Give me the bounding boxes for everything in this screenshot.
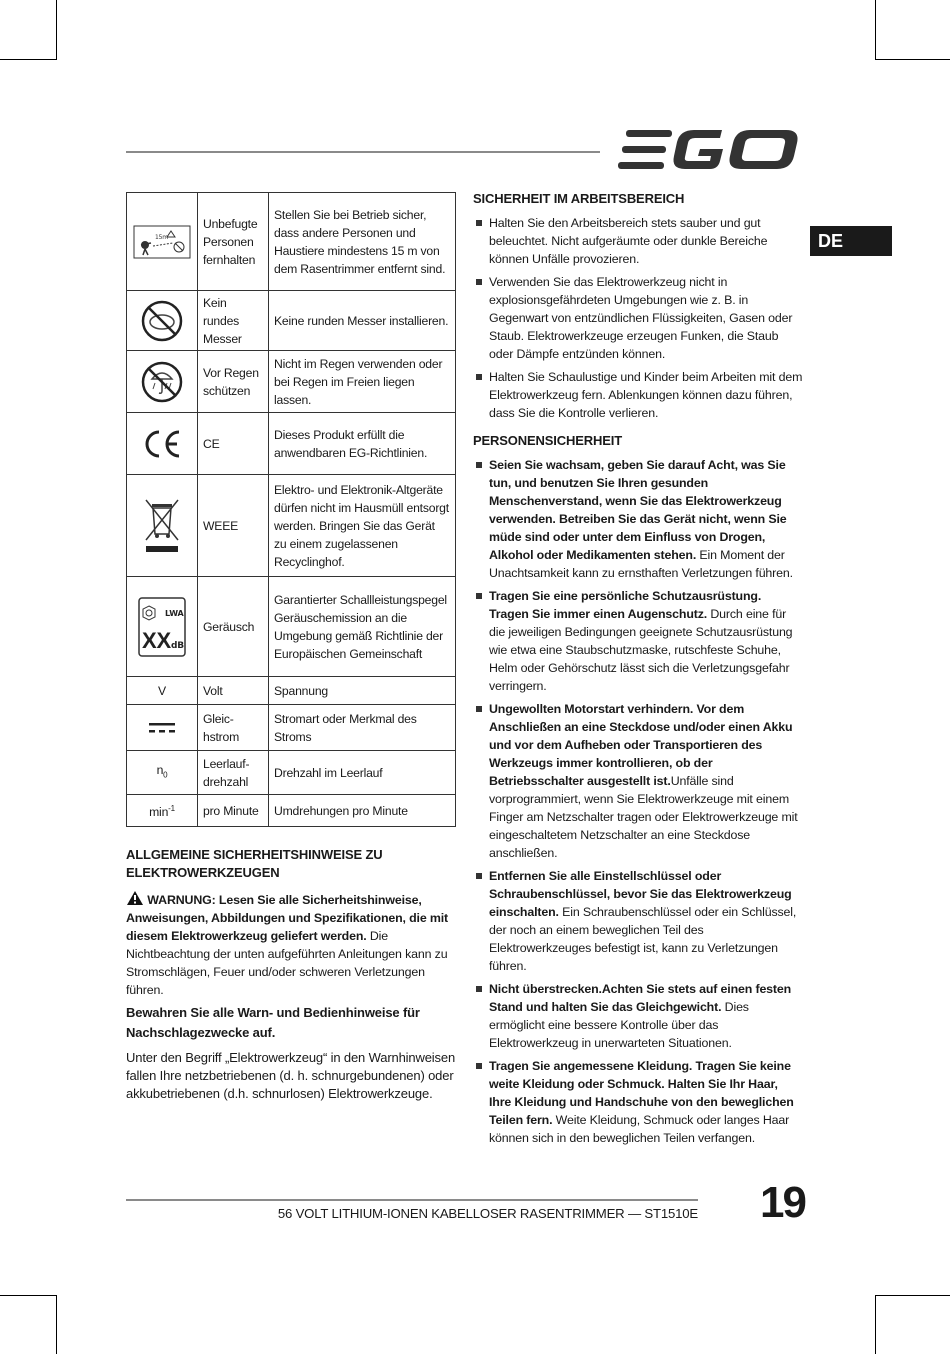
symbol-cell xyxy=(127,291,198,351)
symbol-description: Garantierter Schallleistungspegel Geräuschemission an die Umgebung gemäß Richtlinie der Europäischen Gemeinschaft xyxy=(269,577,456,677)
table-row xyxy=(127,193,456,291)
list-item xyxy=(473,587,803,695)
symbol-name: pro Minute xyxy=(198,795,269,827)
symbol-table xyxy=(126,192,456,827)
per-minute-exponent: -1 xyxy=(168,803,175,813)
list-item-text: Ein Moment der Unachtsamkeit kann zu ernsthaften Verletzungen führen. xyxy=(489,548,793,580)
crop-mark xyxy=(0,1295,57,1296)
table-row xyxy=(127,751,456,795)
general-safety-section xyxy=(126,846,456,1107)
idle-speed-symbol xyxy=(127,751,198,795)
list-item-bold: Ungewollten Motorstart verhindern. Vor dem Anschließen an eine Steckdose und/oder einen Akku und vor dem Aufheben oder Transportieren des Werkzeugs immer kontrollieren, ob der Betriebsschalter ausgestellt ist. xyxy=(489,702,793,788)
voltage-symbol: V xyxy=(127,677,198,705)
symbol-cell xyxy=(127,577,198,677)
warning-bold-text: Lesen Sie alle Sicherheitshinweise, Anweisungen, Abbildungen und Spezifikationen, die mit diesem Elektrowerkzeug geliefert werden. xyxy=(126,893,449,943)
crop-mark xyxy=(875,1295,876,1354)
warning-text: Die Nichtbeachtung der unten aufgeführten Anleitungen kann zu Stromschlägen, Feuer und/oder schweren Verletzungen führen. xyxy=(126,929,448,997)
symbol-name: WEEE xyxy=(198,475,269,577)
crop-mark xyxy=(875,1295,950,1296)
list-item-text: Durch eine für die jeweiligen Bedingungen geeignete Schutzausrüstung wie etwa eine Staubschutzmaske, rutschfeste Schuhe, Helm oder Gehörschutz lässt sich die Verletzungsgefahr verringern. xyxy=(489,607,793,693)
symbol-description: Elektro- und Elektronik-Altgeräte dürfen nicht im Hausmüll entsorgt werden. Bringen Sie das Gerät zu einem zugelassenen Recyclinghof. xyxy=(269,475,456,577)
noise-level-icon xyxy=(137,596,187,658)
per-minute-unit: min xyxy=(149,805,169,820)
symbol-description: Drehzahl im Leerlauf xyxy=(269,751,456,795)
list-item xyxy=(473,456,803,582)
list-item-text: Ein Schraubenschlüssel oder ein Schlüssel, der noch an einem beweglichen Teil des Elektrowerkzeuges befestigt ist, kann zu Verletzungen führen. xyxy=(489,905,797,973)
table-row xyxy=(127,291,456,351)
noise-unit: dB xyxy=(171,640,184,651)
keep-instructions-text: Bewahren Sie alle Warn- und Bedienhinweise für Nachschlagezwecke auf. xyxy=(126,1005,420,1040)
symbol-cell xyxy=(127,193,198,291)
list-item-bold: Tragen Sie eine persönliche Schutzausrüstung. Tragen Sie immer einen Augenschutz. xyxy=(489,589,762,621)
section-heading: ALLGEMEINE SICHERHEITSHINWEISE ZU ELEKTROWERKZEUGEN xyxy=(126,847,383,880)
definition-text: Unter den Begriff „Elektrowerkzeug“ in den Warnhinweisen fallen Ihre netzbetriebenen (d. h. schnurgebundenen) oder akkubetriebenen (d.h. schnurlosen) Elektrowerkzeuge. xyxy=(126,1050,456,1101)
symbol-description: Spannung xyxy=(269,677,456,705)
personal-safety-list xyxy=(473,456,803,1147)
symbol-cell xyxy=(127,705,198,751)
symbol-name: Geräusch xyxy=(198,577,269,677)
symbol-cell xyxy=(127,475,198,577)
list-item xyxy=(473,867,803,975)
warning-label: WARNUNG: xyxy=(147,893,216,907)
symbol-name: CE xyxy=(198,413,269,475)
list-item xyxy=(473,700,803,862)
list-item xyxy=(473,980,803,1052)
crop-mark xyxy=(875,59,950,60)
list-item-text: Halten Sie den Arbeitsbereich stets sauber und gut beleuchtet. Nicht aufgeräumte oder dunkle Bereiche können Unfälle provozieren. xyxy=(489,216,768,266)
warning-triangle-icon xyxy=(126,890,144,906)
distance-label: 15m xyxy=(155,233,168,241)
symbol-description: Stellen Sie bei Betrieb sicher, dass andere Personen und Haustiere mindestens 15 m von dem Rasentrimmer entfernt sind. xyxy=(269,193,456,291)
work-area-list xyxy=(473,214,803,422)
crop-mark xyxy=(0,59,57,60)
section-heading: SICHERHEIT IM ARBEITSBEREICH xyxy=(473,191,685,206)
symbol-name: Leerlauf- drehzahl xyxy=(198,751,269,795)
keep-distance-icon xyxy=(133,225,191,259)
table-row xyxy=(127,795,456,827)
footer-title: 56 VOLT LITHIUM-IONEN KABELLOSER RASENTRIMMER — ST1510E xyxy=(277,1206,698,1221)
symbol-description: Umdrehungen pro Minute xyxy=(269,795,456,827)
language-tab: DE xyxy=(810,226,892,256)
direct-current-icon xyxy=(147,721,177,735)
list-item-text: Verwenden Sie das Elektrowerkzeug nicht in explosionsgefährdeten Umgebungen wie z. B. in Gegenwart von entzündlichen Flüssigkeiten, Gasen oder Staub. Elektrowerkzeuge erzeugen Funken, die Staub oder Dämpfe entzünden können. xyxy=(489,275,793,361)
header-rule xyxy=(126,151,600,153)
table-row xyxy=(127,677,456,705)
no-round-blade-icon xyxy=(141,300,183,342)
symbol-description: Nicht im Regen verwenden oder bei Regen im Freien liegen lassen. xyxy=(269,351,456,413)
list-item-text: Unfälle sind vorprogrammiert, wenn Sie Elektrowerkzeuge mit einem Finger am Netzschalter tragen oder Elektrowerkzeuge mit eingeschaltetem Netzschalter an eine Steckdose anschließen. xyxy=(489,774,798,860)
symbol-name: Volt xyxy=(198,677,269,705)
table-row xyxy=(127,413,456,475)
table-row xyxy=(127,577,456,677)
table-row xyxy=(127,475,456,577)
table-row xyxy=(127,705,456,751)
ego-logo-icon xyxy=(618,128,800,172)
list-item xyxy=(473,214,803,268)
list-item xyxy=(473,273,803,363)
noise-value: XX xyxy=(142,627,171,653)
list-item-bold: Tragen Sie angemessene Kleidung. Tragen Sie keine weite Kleidung oder Schmuck. Halten Sie Ihr Haar, Ihre Kleidung und Handschuhe von den beweglichen Teilen fern. xyxy=(489,1059,794,1127)
weee-bin-icon xyxy=(142,496,182,556)
idle-speed-letter: n xyxy=(156,762,164,777)
list-item-text: Weite Kleidung, Schmuck oder langes Haar können sich in den beweglichen Teilen verfangen. xyxy=(489,1113,790,1145)
list-item-text: Dies ermöglicht eine bessere Kontrolle über das Elektrowerkzeug in unerwarteten Situationen. xyxy=(489,1000,749,1050)
safety-section-right xyxy=(473,190,803,1157)
section-heading: PERSONENSICHERHEIT xyxy=(473,433,622,448)
no-rain-icon xyxy=(141,361,183,403)
list-item-bold: Entfernen Sie alle Einstellschlüssel oder Schraubenschlüssel, bevor Sie das Elektrowerkzeug einschalten. xyxy=(489,869,792,919)
symbol-cell xyxy=(127,351,198,413)
symbol-description: Keine runden Messer installieren. xyxy=(269,291,456,351)
sound-power-label: LWA xyxy=(165,608,184,618)
warning-paragraph xyxy=(126,890,456,999)
ce-mark-icon xyxy=(141,429,183,459)
list-item-text: Halten Sie Schaulustige und Kinder beim Arbeiten mit dem Elektrowerkzeug fern. Ablenkungen können dazu führen, dass Sie die Kontrolle verlieren. xyxy=(489,370,803,420)
symbol-name: Vor Regen schützen xyxy=(198,351,269,413)
table-row xyxy=(127,351,456,413)
list-item-bold: Nicht überstrecken.Achten Sie stets auf einen festen Stand und halten Sie das Gleichgewicht. xyxy=(489,982,792,1014)
crop-mark xyxy=(56,0,57,60)
symbol-name: Kein rundes Messer xyxy=(198,291,269,351)
symbol-cell xyxy=(127,413,198,475)
symbol-name: Gleic- hstrom xyxy=(198,705,269,751)
crop-mark xyxy=(56,1295,57,1354)
page-number: 19 xyxy=(760,1178,805,1227)
symbol-name: Unbefugte Personen fernhalten xyxy=(198,193,269,291)
symbol-description: Dieses Produkt erfüllt die anwendbaren EG-Richtlinien. xyxy=(269,413,456,475)
crop-mark xyxy=(875,0,876,60)
per-minute-symbol xyxy=(127,795,198,827)
symbol-description: Stromart oder Merkmal des Stroms xyxy=(269,705,456,751)
list-item-bold: Seien Sie wachsam, geben Sie darauf Acht, was Sie tun, und benutzen Sie Ihren gesunden Menschenverstand, wenn Sie das Elektrowerkzeug verwenden. Betreiben Sie das Gerät nicht, wenn Sie müde sind oder unter dem Einfluss von Drogen, Alkohol oder Medikamenten stehen. xyxy=(489,458,787,562)
idle-speed-subscript: 0 xyxy=(163,770,168,780)
list-item xyxy=(473,1057,803,1147)
footer-rule xyxy=(126,1199,698,1201)
list-item xyxy=(473,368,803,422)
